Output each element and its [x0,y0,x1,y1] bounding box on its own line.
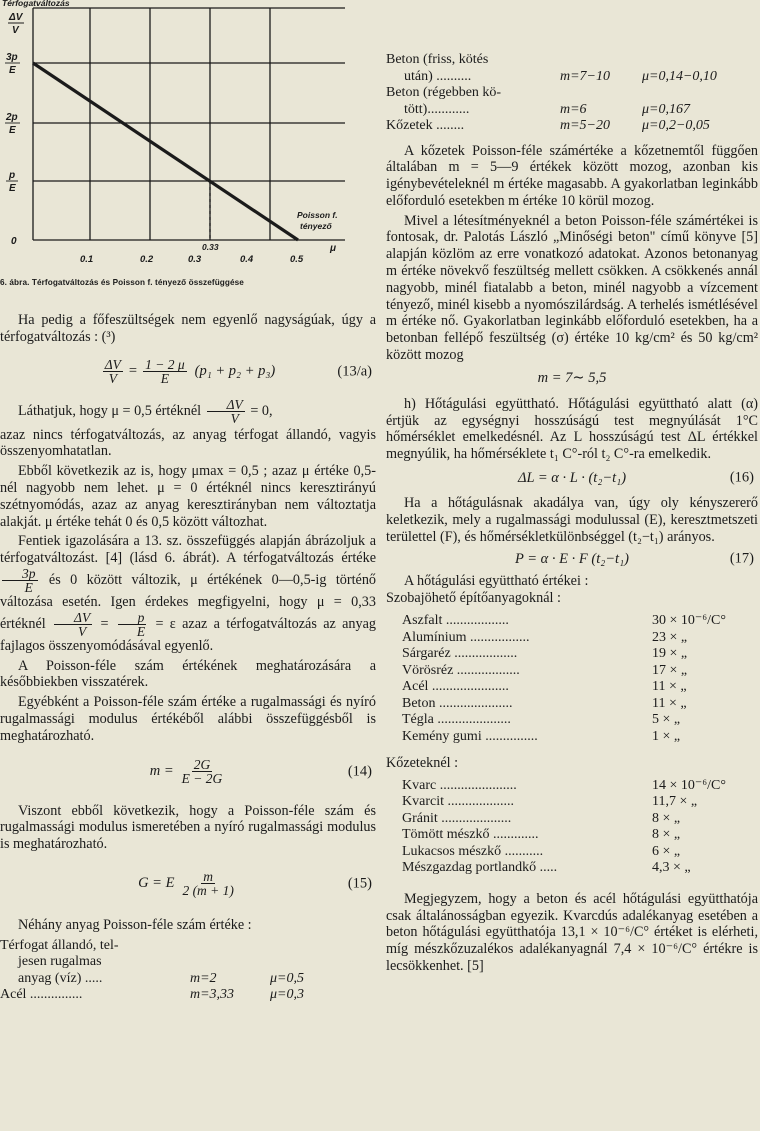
table-row: jesen rugalmas [18,954,102,970]
x-tick-0-5: 0.5 [290,254,304,265]
poisson-table [0,938,376,1004]
equation-13a: $\frac{\Delta V}{V}$ = $\frac{1 - 2 \mu}{E}$ (p₁ + p₂ + p₃) (13/a) [104,357,372,387]
equation-m: m = 7∼ 5,5 [537,370,607,387]
y-tick-0: 0 [11,236,17,247]
equation-16: ΔL = α · L · (t₂−t₁) (16) [517,469,754,486]
table-row: Tégla ..................... 5 × „ [402,712,681,728]
poisson-table-cont [386,52,758,135]
paragraph: Ebből következik az is, hogy μmax = 0,5 ; azaz μ értéke 0,5-nél nagyobb nem lehet. μ = 0 értéknél nincs keresztirányú szétnyomódás, azaz az anyag keresztirányban nem változtatja alakját. μ értéke tehát 0 és 0,5 között változhat. [0,463,376,530]
svg-text:E: E [9,65,16,76]
table-row: Kőzetek ........ m=5−20 μ=0,2−0,05 [386,118,710,133]
paragraph: Fentiek igazolására a 13. sz. összefüggés alapján ábrázoljuk a térfogatváltozást. [4] (lásd 6. ábrát). A térfogatváltozás értéke $\frac{3p}{E}$ és 0 között változik, μ értékének 0—0,5-ig történő változása esetén. Igen érdekes megfigyelni, hogy μ = 0,33 értéknél $\frac{\Delta V}{V}$ = $\frac{p}{E}$ = ε azaz a térfogatváltozás az anyag fajlagos összenyomódásával egyenlő. [0,533,377,654]
figure-6-chart [0,0,378,272]
y-tick-3p: 3p [6,52,18,63]
table-row: Beton (régebben kö- [386,85,502,100]
table-row: Beton ..................... 11 × „ [402,695,687,711]
rocks-table [386,778,758,877]
paragraph: Néhány anyag Poisson-féle szám értéke : [18,916,252,933]
table-row: Mészgazdag portlandkő ..... 4,3 × „ [402,860,691,876]
y-tick-p: p [9,170,16,181]
table-row: Acél ...................... 11 × „ [402,679,687,695]
paragraph: Megjegyzem, hogy a beton és acél hőtágulási együtthatója csak általánosságban egyezik. Kvarcdús adalékanyag esetében a beton hőtágulási együtthatója 13,1 × 10⁻⁶/C° értéket is elérheti, míg mészkőzuzalékos adalékanyagnál 7,4 × 10⁻⁶/C° értékre is lecsökkenhet. [5] [386,890,758,975]
equation-17: P = α · E · F (t₂−t₁) (17) [515,550,754,567]
paragraph: A Poisson-féle szám értékének meghatározására a későbbiekben visszatérek. [0,657,376,691]
table-row: Vörösréz .................. 17 × „ [402,662,688,678]
table-row: Aszfalt .................. 30 × 10⁻⁶/C° [402,613,726,629]
table-row: Lukacsos mészkő ........... 6 × „ [402,843,681,859]
paragraph: Ha pedig a főfeszültségek nem egyenlő nagyságúak, úgy a térfogatváltozás : (³) [0,312,376,345]
paragraph: Ha a hőtágulásnak akadálya van, úgy oly kényszererő keletkezik, mely a rugalmassági modulussal (E), keresztmetszeti területtel (F), és hőmérsékletkülönbséggel (t₂−t₁) arányos. [386,495,758,545]
x-axis-label-1: Poisson f. [297,210,338,220]
table-row: anyag (víz) ..... m=2 μ=0,5 [18,970,304,986]
paragraph: h) Hőtágulási együttható. Hőtágulási együttható alatt (α) értjük az egységnyi hosszúságú test megnyúlását 1°C hőmérséklet emelkedésnél. Az L hosszúságú test ΔL értékkel megnyúlik, ha hőmérséklete t₁ C°-ról t₂ C°-ra emelkedik. [386,395,758,463]
table-row: Kvarc ...................... 14 × 10⁻⁶/C° [402,777,726,793]
table-row: Tömött mészkő ............. 8 × „ [402,827,681,843]
paragraph: azaz nincs térfogatváltozás, az anyag térfogat állandó, vagyis összenyomhatatlan. [0,426,376,460]
svg-text:ΔV: ΔV [9,12,23,23]
table-row: Beton (friss, kötés [386,52,489,67]
svg-text:V: V [12,25,19,36]
table-row: tött)............ m=6 μ=0,167 [404,101,690,117]
building-materials-table [386,613,758,745]
x-tick-0-3: 0.3 [188,254,202,265]
subheading: Szobajöhető építőanyagoknál : [386,590,561,607]
table-row: Térfogat állandó, tel- [0,937,119,953]
table-row: Alumínium ................. 23 × „ [402,629,688,645]
x-tick-0-1: 0.1 [80,254,94,265]
svg-text:E: E [9,125,16,136]
paragraph: Láthatjuk, hogy μ = 0,5 értéknél $\frac{\Delta V}{V}$ = 0, [18,396,273,426]
x-axis-label-mu: μ [330,243,337,254]
x-tick-0-33: 0.33 [202,242,219,252]
table-row: Kvarcit ................... 11,7 × „ [402,794,698,810]
svg-text:E: E [9,183,16,194]
table-row: Gránit .................... 8 × „ [402,810,681,826]
x-tick-0-4: 0.4 [240,254,254,265]
y-axis-label: Térfogatváltozás [2,0,70,8]
paragraph: A kőzetek Poisson-féle számértéke a kőzetnemtől függően általában m = 5—9 értékek között mozog, azonban kis igénybevételeknél m értéke magasabb. A gyakorlatban leginkább előforduló esetekben m értéke 10 körül mozog. [386,142,758,209]
subheading: Kőzeteknél : [386,755,459,772]
y-tick-2p: 2p [6,112,18,123]
volume-change-line [33,63,298,240]
table-row: Acél ............... m=3,33 μ=0,3 [0,987,304,1003]
table-row: Kemény gumi ............... 1 × „ [402,728,681,744]
paragraph: Mivel a létesítményeknél a beton Poisson-féle számértékei is fontosak, dr. Palotás László „Minőségi beton" című könyve [5] alapján közlöm az erre vonatkozó adatokat. Azonos betonanyag m értéke növekvő feszültség mellett csökken. A csökkenés annál nagyobb, minél fiatalabb a beton, minél nagyobb a vízcement tényező, minél kisebb a nyomószilárdság. A terhelés ismétlésével m értéke nő. Gyakorlatban leginkább előforduló esetekben, ha a betonban fellépő feszültség (σ) értéke 10 kg/cm² és 50 kg/cm² között mozog [386,212,758,364]
table-row: Sárgaréz .................. 19 × „ [402,646,688,662]
figure-caption: 6. ábra. Térfogatváltozás és Poisson f. tényező összefüggése [0,278,244,287]
paragraph: Egyébként a Poisson-féle szám értéke a rugalmassági és nyíró rugalmassági modulus értékéből alábbi összefüggésből is meghatározható. [0,694,376,744]
equation-15: G = E $\frac{m}{2 (m + 1)}$ (15) [138,869,372,899]
x-axis-label-2: tényező [300,221,332,231]
paragraph: Viszont ebből következik, hogy a Poisson-féle szám és rugalmassági modulus ismeretében a nyíró rugalmassági modulus is meghatározható. [0,802,376,853]
x-tick-0-2: 0.2 [140,254,154,265]
equation-14: m = $\frac{2G}{E - 2G}$ (14) [149,757,372,787]
right-column [386,52,758,975]
table-row: után) .......... m=7−10 μ=0,14−0,10 [404,68,717,84]
subheading: A hőtágulási együttható értékei : [404,573,589,590]
